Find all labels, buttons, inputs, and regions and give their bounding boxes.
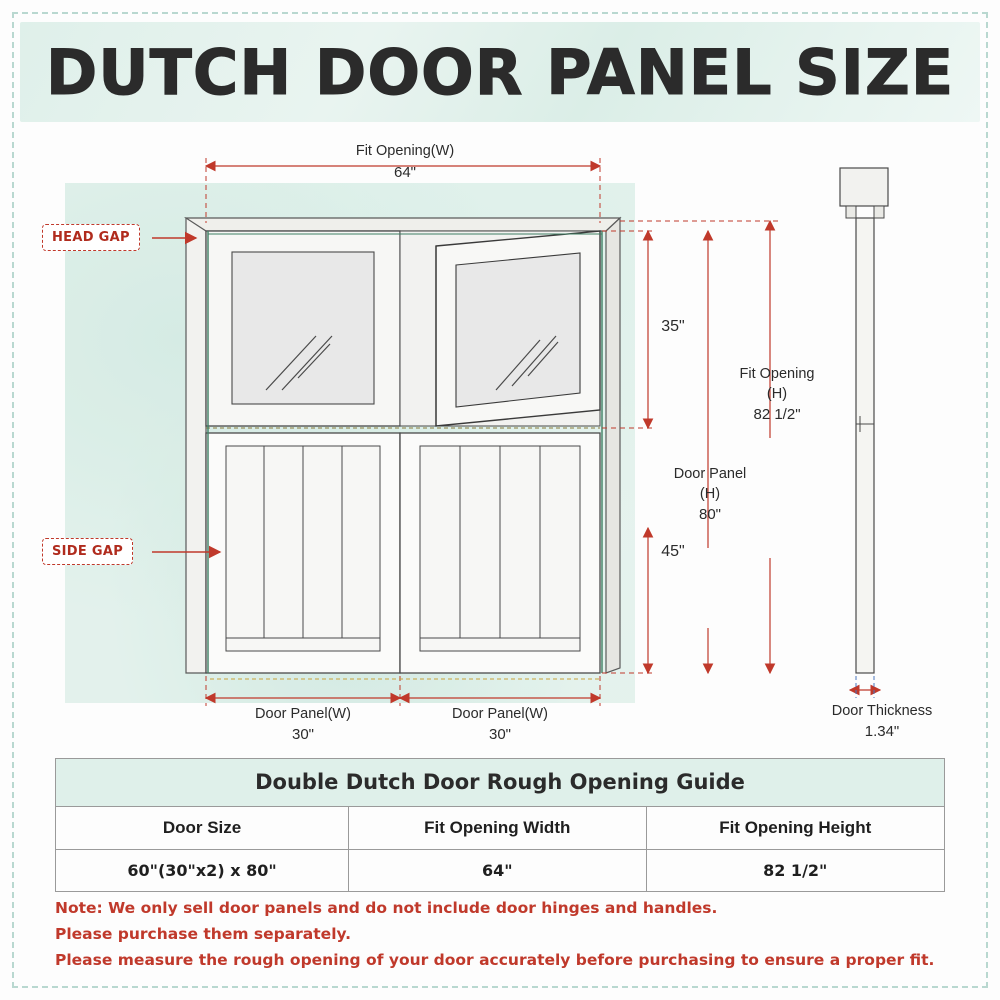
dim-left-panel-width-value: 30" <box>291 726 314 743</box>
dim-door-panel-height-label-1: Door Panel <box>673 466 747 482</box>
note-line-2: Please purchase them separately. <box>55 925 352 943</box>
diagram-canvas <box>20 128 980 748</box>
dim-door-thickness-value: 1.34" <box>864 723 900 740</box>
dim-fit-opening-width-value: 64" <box>393 164 416 181</box>
dim-fit-opening-height-label-1: Fit Opening <box>739 366 815 382</box>
dim-upper-section-height: 35" <box>661 318 685 335</box>
note-line-3: Please measure the rough opening of your door accurately before purchasing to ensure a proper fit. <box>55 951 935 969</box>
table-header-door-size: Door Size <box>56 807 349 849</box>
callout-side-gap: SIDE GAP <box>42 538 133 565</box>
table-title: Double Dutch Door Rough Opening Guide <box>56 759 944 807</box>
table-cell-door-size: 60"(30"x2) x 80" <box>56 850 349 891</box>
dim-door-panel-height-label-2: (H) <box>699 486 721 502</box>
notes-block <box>55 895 955 973</box>
dim-left-panel-width-label: Door Panel(W) <box>255 706 351 722</box>
table-header-fit-opening-width: Fit Opening Width <box>349 807 646 849</box>
dim-right-panel-width-label: Door Panel(W) <box>452 706 548 722</box>
rough-opening-table <box>55 758 945 892</box>
dim-fit-opening-height-value: 82 1/2" <box>753 406 801 423</box>
dim-fit-opening-height-label-2: (H) <box>766 386 788 402</box>
dim-lower-section-height: 45" <box>661 543 685 560</box>
dim-fit-opening-width-label: Fit Opening(W) <box>355 143 455 159</box>
table-header-row <box>56 807 944 850</box>
page-title: DUTCH DOOR PANEL SIZE <box>45 35 955 109</box>
table-header-fit-opening-height: Fit Opening Height <box>719 818 872 837</box>
table-row <box>56 850 944 891</box>
table-cell-fit-opening-width: 64" <box>349 850 646 891</box>
table-cell-fit-opening-height: 82 1/2" <box>763 861 828 880</box>
callout-head-gap: HEAD GAP <box>42 224 140 251</box>
dim-door-panel-height-value: 80" <box>698 506 721 523</box>
dim-door-thickness-label: Door Thickness <box>831 703 933 719</box>
dim-right-panel-width-value: 30" <box>488 726 511 743</box>
note-line-1: Note: We only sell door panels and do not include door hinges and handles. <box>55 899 718 917</box>
header-band <box>20 22 980 122</box>
door-technical-drawing <box>20 128 980 748</box>
